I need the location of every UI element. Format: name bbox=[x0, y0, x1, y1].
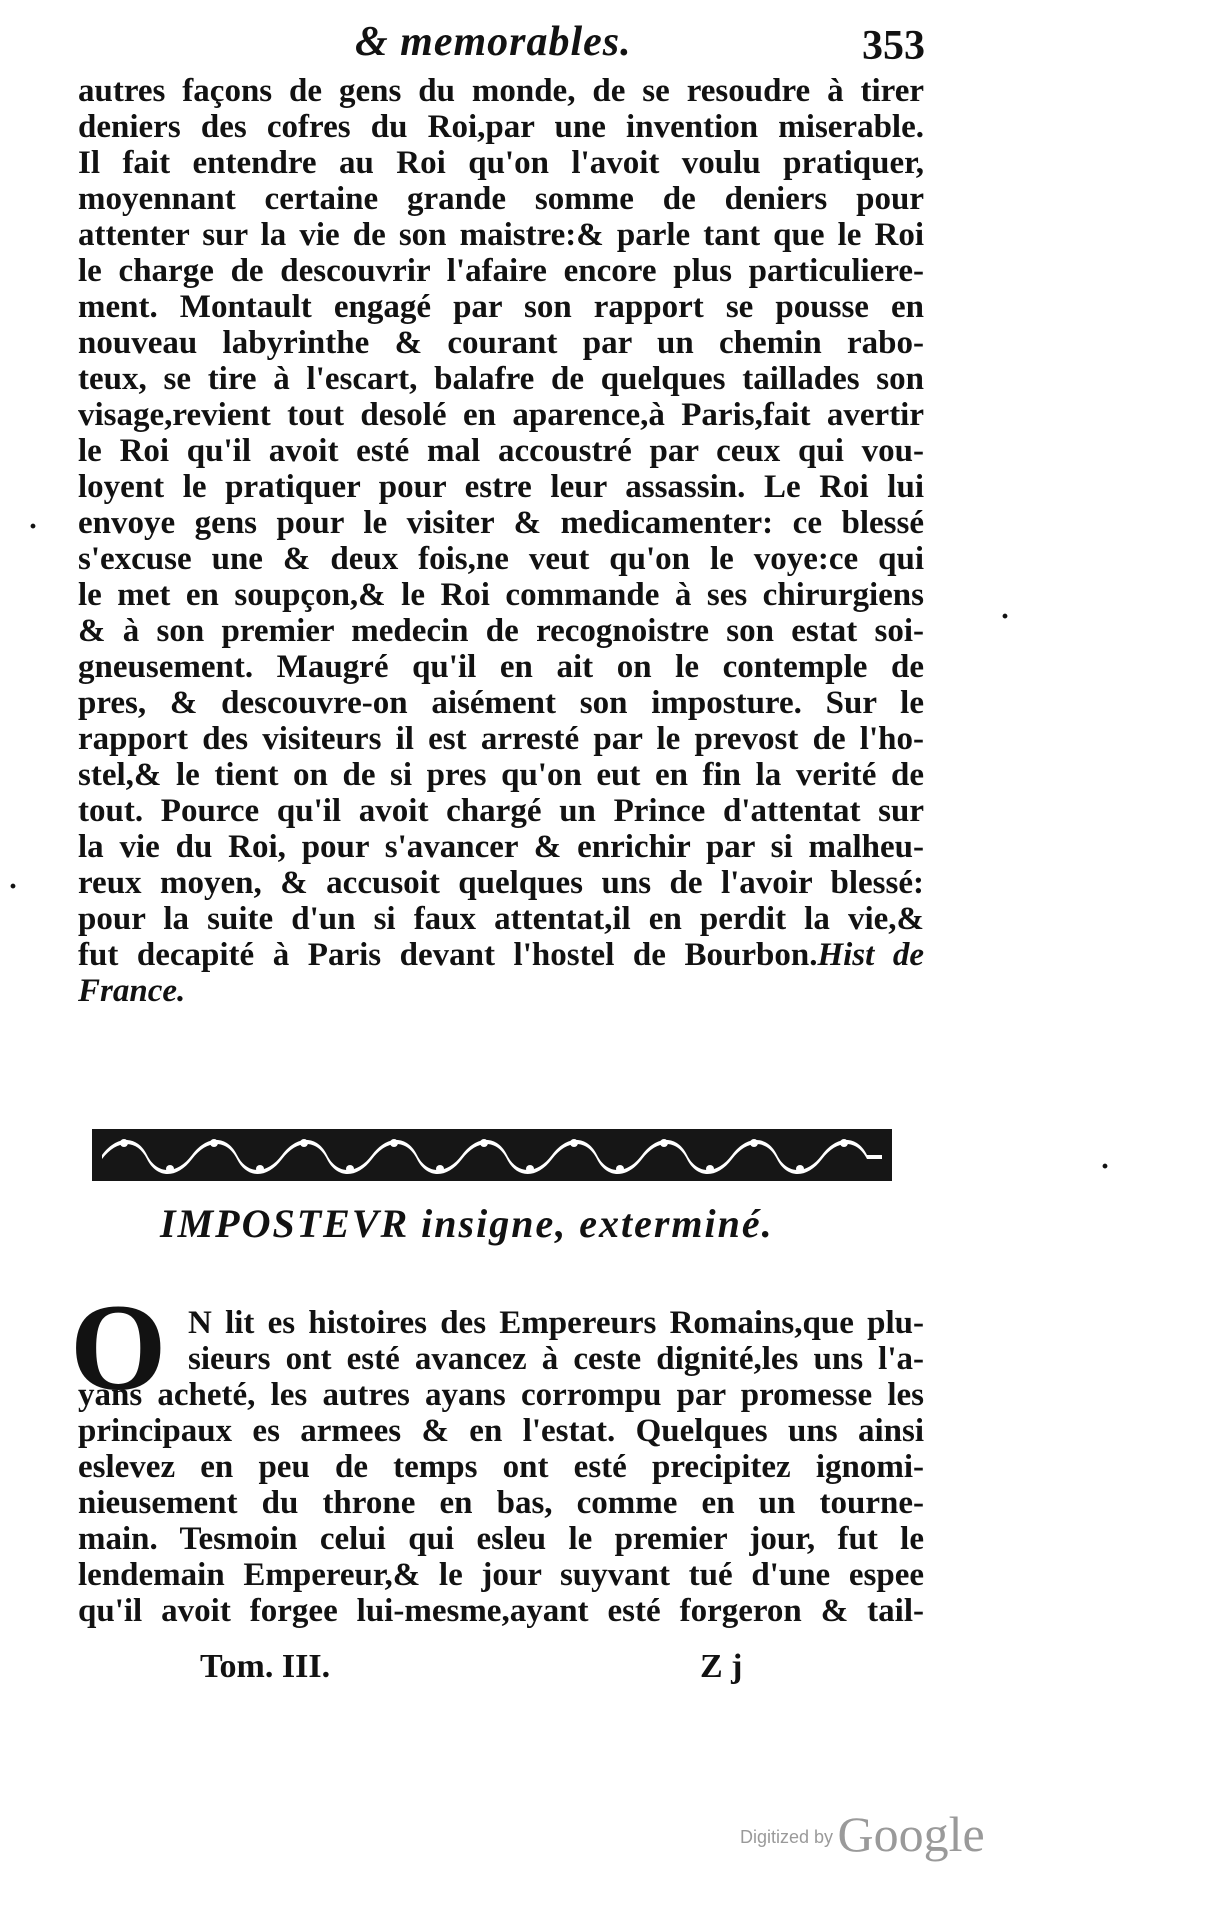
watermark-prefix: Digitized by bbox=[740, 1827, 834, 1847]
margin-dot-mark: · bbox=[1100, 1150, 1111, 1183]
text-line: lendemain Empereur,& le jour suyvant tué d'une espee bbox=[78, 1557, 924, 1593]
text-line: s'excuse une & deux fois,ne veut qu'on le voye:ce qui bbox=[78, 541, 924, 577]
text-line: autres façons de gens du monde, de se resoudre à tirer bbox=[78, 73, 924, 109]
text-line-end: fut decapité à Paris devant l'hostel de Bourbon. bbox=[78, 937, 818, 973]
text-line: Il fait entendre au Roi qu'on l'avoit voulu pratiquer, bbox=[78, 145, 924, 181]
text-line: la vie du Roi, pour s'avancer & enrichir par si malheu- bbox=[78, 829, 924, 865]
text-line: nieusement du throne en bas, comme en un tourne- bbox=[78, 1485, 924, 1521]
volume-label: Tom. III. bbox=[200, 1648, 331, 1685]
text-line: loyent le pratiquer pour estre leur assassin. Le Roi lui bbox=[78, 469, 924, 505]
text-line: le met en soupçon,& le Roi commande à ses chirurgiens bbox=[78, 577, 924, 613]
margin-dot-mark: · bbox=[1000, 600, 1011, 633]
ornamental-band bbox=[92, 1125, 892, 1185]
text-line: deniers des cofres du Roi,par une invention miserable. bbox=[78, 109, 924, 145]
text-line: le Roi qu'il avoit esté mal accoustré par ceux qui vou- bbox=[78, 433, 924, 469]
text-line: gneusement. Maugré qu'il en ait on le contemple de bbox=[78, 649, 924, 685]
text-line: qu'il avoit forgee lui-mesme,ayant esté forgeron & tail- bbox=[78, 1593, 924, 1629]
text-line-with-citation bbox=[78, 937, 924, 973]
text-line: reux moyen, & accusoit quelques uns de l'avoir blessé: bbox=[78, 865, 924, 901]
text-line: moyennant certaine grande somme de deniers pour bbox=[78, 181, 924, 217]
drop-cap: O bbox=[70, 1279, 167, 1416]
text-line: stel,& le tient on de si pres qu'on eut en fin la verité de bbox=[78, 757, 924, 793]
chapter-title bbox=[160, 1200, 860, 1247]
text-line: sieurs ont esté avancez à ceste dignité,les uns l'a- bbox=[188, 1341, 924, 1377]
margin-dot-mark: · bbox=[8, 870, 19, 903]
text-line: nouveau labyrinthe & courant par un chemin rabo- bbox=[78, 325, 924, 361]
chapter-title-caps: IMPOSTEVR bbox=[160, 1201, 410, 1246]
text-line: attenter sur la vie de son maistre:& parle tant que le Roi bbox=[78, 217, 924, 253]
body-text-section-2 bbox=[78, 1305, 924, 1629]
text-line: rapport des visiteurs il est arresté par le prevost de l'ho- bbox=[78, 721, 924, 757]
citation-source: Hist de bbox=[817, 937, 924, 973]
signature-mark: Z j bbox=[700, 1648, 743, 1685]
text-line: le charge de descouvrir l'afaire encore plus particuliere- bbox=[78, 253, 924, 289]
text-line: teux, se tire à l'escart, balafre de quelques taillades son bbox=[78, 361, 924, 397]
text-line: yans acheté, les autres ayans corrompu par promesse les bbox=[78, 1377, 924, 1413]
margin-dot-mark: · bbox=[28, 510, 39, 543]
body-text-section-1 bbox=[78, 73, 924, 1009]
text-line: main. Tesmoin celui qui esleu le premier jour, fut le bbox=[78, 1521, 924, 1557]
text-line: ment. Montault engagé par son rapport se pousse en bbox=[78, 289, 924, 325]
text-line: visage,revient tout desolé en aparence,à Paris,fait avertir bbox=[78, 397, 924, 433]
chapter-title-rest: insigne, exterminé. bbox=[421, 1201, 774, 1246]
text-line: principaux es armees & en l'estat. Quelques uns ainsi bbox=[78, 1413, 924, 1449]
text-line: N lit es histoires des Empereurs Romains,que plu- bbox=[188, 1305, 924, 1341]
text-line: pres, & descouvre-on aisément son imposture. Sur le bbox=[78, 685, 924, 721]
text-line: eslevez en peu de temps ont esté precipitez ignomi- bbox=[78, 1449, 924, 1485]
google-logo: Google bbox=[837, 1806, 985, 1862]
text-line: & à son premier medecin de recognoistre son estat soi- bbox=[78, 613, 924, 649]
page-number: 353 bbox=[862, 23, 925, 69]
digitized-watermark bbox=[740, 1805, 985, 1863]
text-line: pour la suite d'un si faux attentat,il en perdit la vie,& bbox=[78, 901, 924, 937]
citation-source-continued: France. bbox=[78, 973, 186, 1009]
text-line: envoye gens pour le visiter & medicamenter: ce blessé bbox=[78, 505, 924, 541]
running-head: & memorables. bbox=[355, 19, 632, 65]
text-line: tout. Pource qu'il avoit chargé un Prince d'attentat sur bbox=[78, 793, 924, 829]
